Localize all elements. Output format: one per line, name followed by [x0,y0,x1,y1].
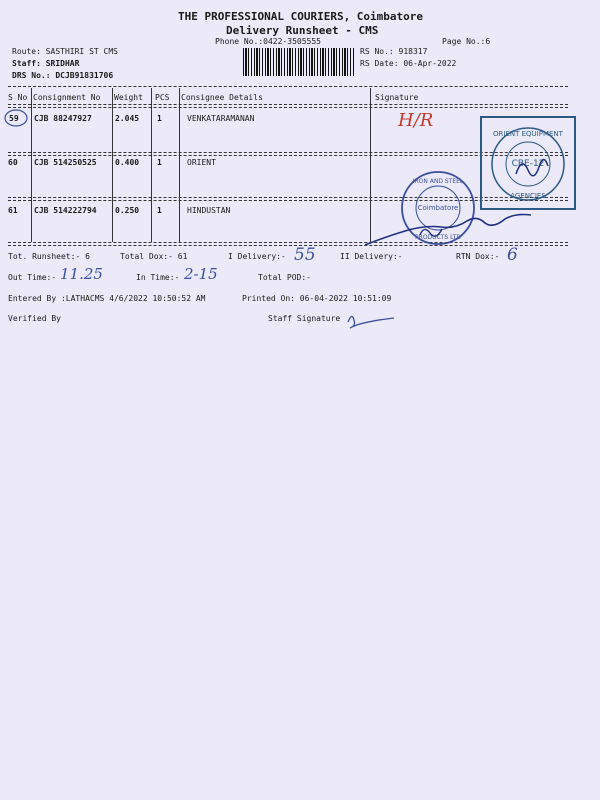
handwritten-circle [3,107,29,129]
col-consignment: Consignment No [33,93,101,102]
i-delivery-value: 55 [294,245,316,265]
total-pod: Total POD:- [258,273,311,282]
route: Route: SASTHIRI ST CMS [12,47,118,56]
phone-number: Phone No.:0422-3505555 [215,37,321,46]
row-consignee: HINDUSTAN [187,206,231,215]
column-rule [179,88,180,242]
row-consignment: CJB 88247927 [34,114,92,123]
page-number: Page No.:6 [442,37,491,46]
column-rule [112,88,113,242]
barcode [243,48,355,76]
row59-signature: H/R [398,110,434,131]
row-pcs: 1 [157,206,162,215]
out-time: Out Time:- [8,273,57,282]
column-rule [151,88,152,242]
in-time: In Time:- [136,273,180,282]
staff-signature [345,308,400,330]
i-delivery: I Delivery:- [228,252,286,261]
row-sno: 61 [8,206,18,215]
row-consignee: VENKATARAMANAN [187,114,255,123]
document-title: Delivery Runsheet - CMS [226,24,379,37]
total-dox: Total Dox:- 61 [120,252,188,261]
printed-on: Printed On: 06-04-2022 10:51:09 [242,294,392,303]
total-runsheet: Tot. Runsheet:- 6 [8,252,90,261]
svg-text:IRON AND STEEL: IRON AND STEEL [412,178,464,185]
svg-text:PRODUCTS LTD: PRODUCTS LTD [415,234,461,241]
row-weight: 0.400 [115,158,140,167]
drs-number: DRS No.: DCJB91831706 [12,71,114,80]
svg-text:Coimbatore: Coimbatore [417,204,459,212]
divider [8,104,568,105]
row-sno: 60 [8,158,18,167]
row-consignment: CJB 514222794 [34,206,97,215]
company-stamp-orient [478,114,578,212]
in-time-value: 2-15 [184,265,218,283]
column-rule [31,88,32,242]
out-time-value: 11.25 [60,265,103,283]
svg-text:AGENCIES: AGENCIES [510,192,546,200]
row-pcs: 1 [157,114,162,123]
rs-date: RS Date: 06-Apr-2022 [360,59,457,68]
svg-text:ORIENT EQUIPMENT: ORIENT EQUIPMENT [493,130,563,138]
row-weight: 2.045 [115,114,140,123]
entered-by: Entered By :LATHACMS 4/6/2022 10:50:52 AM [8,294,206,303]
row-consignee: ORIENT [187,158,216,167]
col-sno: S No [8,93,28,102]
rtn-dox: RTN Dox:- [456,252,500,261]
ii-delivery: II Delivery:- [340,252,403,261]
staff-name: Staff: SRIDHAR [12,59,80,68]
svg-text:CBE-12: CBE-12 [511,159,545,169]
col-weight: Weight [114,93,143,102]
col-consignee: Consignee Details [181,93,263,102]
rtn-dox-value: 6 [507,245,518,265]
row-pcs: 1 [157,158,162,167]
row-sno: 59 [9,114,19,123]
divider [8,107,568,108]
row-weight: 0.250 [115,206,140,215]
divider [8,86,568,87]
company-name: THE PROFESSIONAL COURIERS, Coimbatore [178,10,424,23]
col-signature: Signature [375,93,419,102]
row-consignment: CJB 514250525 [34,158,97,167]
rs-number: RS No.: 918317 [360,47,428,56]
col-pcs: PCS [155,93,170,102]
verified-by: Verified By [8,314,61,323]
staff-signature-label: Staff Signature [268,314,341,323]
